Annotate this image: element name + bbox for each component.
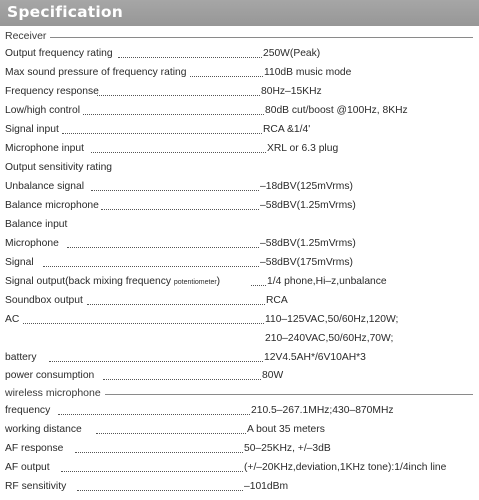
spec-label: Frequency response [5,86,99,97]
spec-label: Output frequency rating [5,48,113,59]
spec-label: frequency [5,405,51,416]
spec-value: A bout 35 meters [247,424,325,435]
spec-value: –58dBV(175mVrms) [260,257,353,268]
spec-value: –18dBV(125mVrms) [260,181,353,192]
section-header-receiver [5,30,473,44]
spec-value: XRL or 6.3 plug [267,143,339,154]
spec-value: 12V4.5AH*/6V10AH*3 [264,352,366,363]
leader-dots [91,190,259,191]
spec-value: 1/4 phone,Hi–z,unbalance [267,276,387,287]
page-title: Specification [7,3,123,21]
leader-dots [91,152,266,153]
spec-value: 250W(Peak) [263,48,321,59]
spec-value: 50–25KHz, +/–3dB [244,443,331,454]
leader-dots [96,433,246,434]
spec-value: RCA [266,295,288,306]
leader-dots [77,490,243,491]
spec-value: –58dBV(1.25mVrms) [260,238,356,249]
leader-dots [83,114,264,115]
leader-dots [87,304,265,305]
spec-label: Soundbox output [5,295,83,306]
spec-label [5,276,220,289]
spec-label: Signal [5,257,34,268]
spec-label: battery [5,352,37,363]
spec-value: (+/–20KHz,deviation,1KHz tone):1/4inch line [244,462,447,473]
leader-dots [251,285,266,286]
spec-label: Balance input [5,219,68,230]
leader-dots [58,414,250,415]
leader-dots [75,452,243,453]
spec-label: Unbalance signal [5,181,84,192]
section-title: wireless microphone [5,387,105,399]
leader-dots [49,361,263,362]
spec-value: RCA &1/4' [263,124,311,135]
spec-label: Max sound pressure of frequency rating [5,67,187,78]
spec-label: Microphone [5,238,59,249]
spec-value: 80Hz–15KHz [261,86,322,97]
spec-label: Microphone input [5,143,84,154]
spec-value: 110–125VAC,50/60Hz,120W; [265,314,399,325]
leader-dots [190,76,263,77]
spec-value: 110dB music mode [264,67,352,78]
spec-value: –58dBV(1.25mVrms) [260,200,356,211]
leader-dots [103,379,261,380]
header-bar [0,0,479,26]
spec-label: AC [5,314,20,325]
leader-dots [101,209,259,210]
spec-label: working distance [5,424,82,435]
leader-dots [61,471,243,472]
spec-label: Low/high control [5,105,80,116]
spec-value: 80dB cut/boost @100Hz, 8KHz [265,105,408,116]
leader-dots [118,57,262,58]
leader-dots [97,95,260,96]
section-rule [5,37,473,38]
spec-value: 210.5–267.1MHz;430–870MHz [251,405,394,416]
leader-dots [43,266,259,267]
spec-label: AF response [5,443,64,454]
spec-label: RF sensitivity [5,481,67,492]
section-title: Receiver [5,30,50,42]
spec-label: power consumption [5,370,95,381]
leader-dots [62,133,262,134]
section-header-wireless [5,387,473,401]
spec-value: –101dBm [244,481,289,492]
spec-label-small: potentiometer [173,279,217,286]
spec-label: Signal input [5,124,59,135]
spec-value-line2: 210–240VAC,50/60Hz,70W; [265,333,394,344]
leader-dots [67,247,259,248]
spec-value: 80W [262,370,284,381]
spec-label-end: ) [216,276,221,287]
spec-label-main: Signal output(back mixing frequency [5,276,174,287]
leader-dots [23,323,264,324]
spec-label: Balance microphone [5,200,99,211]
spec-label: AF output [5,462,50,473]
spec-label: Output sensitivity rating [5,162,113,173]
